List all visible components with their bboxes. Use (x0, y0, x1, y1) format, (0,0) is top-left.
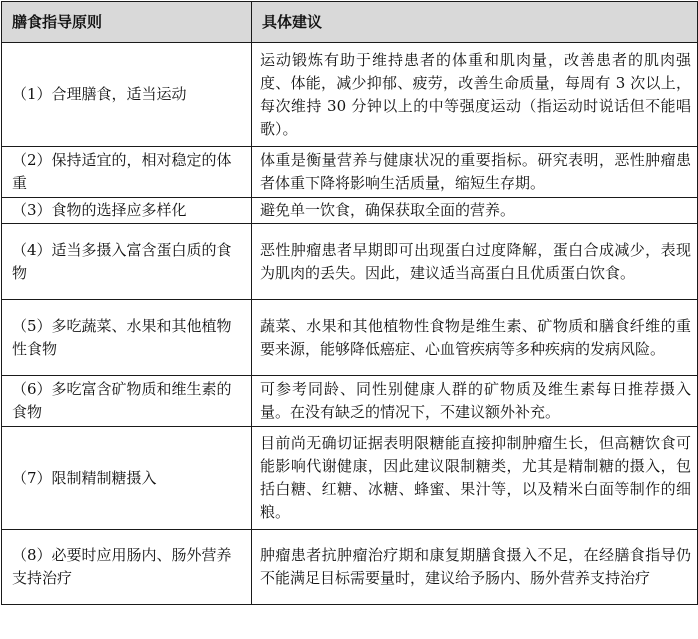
table-row (2, 147, 698, 198)
principle-cell: （3）食物的选择应多样化 (2, 198, 252, 224)
table-row (2, 427, 698, 530)
principle-cell: （2）保持适宜的，相对稳定的体重 (2, 147, 252, 198)
advice-cell: 蔬菜、水果和其他植物性食物是维生素、矿物质和膳食纤维的重要来源，能够降低癌症、心血管疾病等多种疾病的发病风险。 (252, 300, 698, 376)
table-row (2, 530, 698, 605)
advice-cell: 目前尚无确切证据表明限糖能直接抑制肿瘤生长，但高糖饮食可能影响代谢健康，因此建议限制糖类，尤其是精制糖的摄入，包括白糖、红糖、冰糖、蜂蜜、果汁等，以及精米白面等制作的细粮。 (252, 427, 698, 530)
advice-cell: 恶性肿瘤患者早期即可出现蛋白过度降解，蛋白合成减少，表现为肌肉的丢失。因此，建议适当高蛋白且优质蛋白饮食。 (252, 224, 698, 300)
table-row (2, 224, 698, 300)
advice-cell: 体重是衡量营养与健康状况的重要指标。研究表明，恶性肿瘤患者体重下降将影响生活质量，缩短生存期。 (252, 147, 698, 198)
table-row (2, 198, 698, 224)
principle-cell: （4）适当多摄入富含蛋白质的食物 (2, 224, 252, 300)
header-advice: 具体建议 (252, 2, 698, 43)
diet-guidance-table (1, 1, 698, 605)
table-header-row (2, 2, 698, 43)
advice-cell: 避免单一饮食，确保获取全面的营养。 (252, 198, 698, 224)
principle-cell: （1）合理膳食，适当运动 (2, 43, 252, 147)
table-row (2, 300, 698, 376)
principle-cell: （7）限制精制糖摄入 (2, 427, 252, 530)
table-row (2, 43, 698, 147)
header-principle: 膳食指导原则 (2, 2, 252, 43)
principle-cell: （5）多吃蔬菜、水果和其他植物性食物 (2, 300, 252, 376)
principle-cell: （8）必要时应用肠内、肠外营养支持治疗 (2, 530, 252, 605)
advice-cell: 可参考同龄、同性别健康人群的矿物质及维生素每日推荐摄入量。在没有缺乏的情况下，不建议额外补充。 (252, 376, 698, 427)
principle-cell: （6）多吃富含矿物质和维生素的食物 (2, 376, 252, 427)
table-row (2, 376, 698, 427)
advice-cell: 运动锻炼有助于维持患者的体重和肌肉量，改善患者的肌肉强度、体能，减少抑郁、疲劳，改善生命质量，每周有 3 次以上，每次维持 30 分钟以上的中等强度运动（指运动时说话但不能唱歌）。 (252, 43, 698, 147)
advice-cell: 肿瘤患者抗肿瘤治疗期和康复期膳食摄入不足，在经膳食指导仍不能满足目标需要量时，建议给予肠内、肠外营养支持治疗 (252, 530, 698, 605)
